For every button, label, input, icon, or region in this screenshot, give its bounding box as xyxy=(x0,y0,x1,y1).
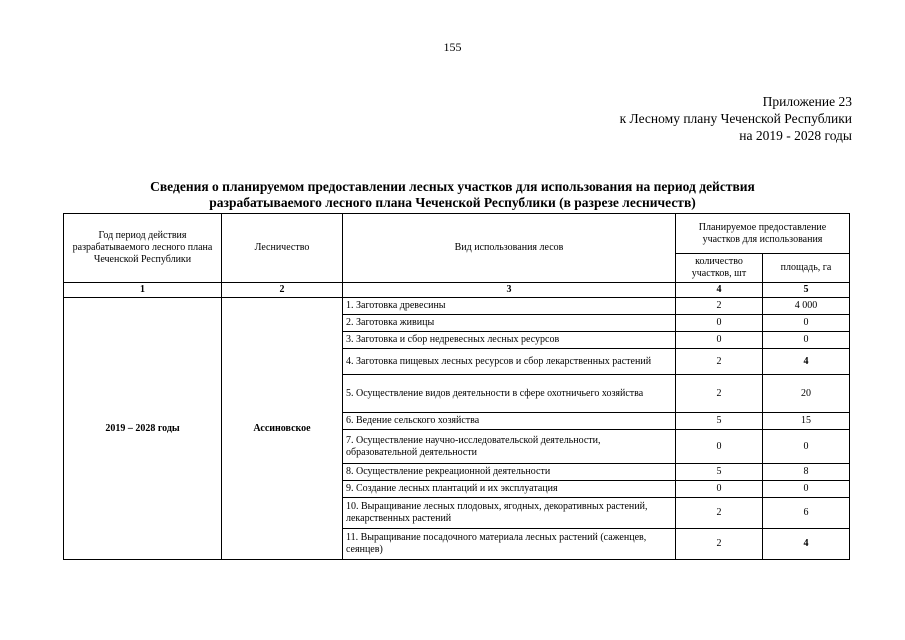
usage-cell: 5. Осуществление видов деятельности в сфере охотничьего хозяйства xyxy=(343,375,676,413)
area-cell: 4 000 xyxy=(763,298,850,315)
col-number-5: 5 xyxy=(763,283,850,298)
col-number-2: 2 xyxy=(222,283,343,298)
usage-cell: 1. Заготовка древесины xyxy=(343,298,676,315)
header-period: Год период действия разрабатываемого лесного плана Чеченской Республики xyxy=(64,214,222,283)
page-number: 155 xyxy=(443,40,462,54)
count-cell: 2 xyxy=(676,298,763,315)
appendix-note xyxy=(620,93,852,144)
area-cell: 20 xyxy=(763,375,850,413)
area-cell: 4 xyxy=(763,349,850,375)
usage-cell: 3. Заготовка и сбор недревесных лесных ресурсов xyxy=(343,332,676,349)
area-cell: 8 xyxy=(763,464,850,481)
area-cell: 0 xyxy=(763,430,850,464)
appendix-line-3: на 2019 - 2028 годы xyxy=(739,128,852,143)
header-usage: Вид использования лесов xyxy=(343,214,676,283)
count-cell: 2 xyxy=(676,498,763,529)
title-line-1: Сведения о планируемом предоставлении лесных участков для использования на период действия xyxy=(150,179,755,194)
usage-cell: 9. Создание лесных плантаций и их эксплуатация xyxy=(343,481,676,498)
usage-cell: 4. Заготовка пищевых лесных ресурсов и сбор лекарственных растений xyxy=(343,349,676,375)
count-cell: 0 xyxy=(676,315,763,332)
area-cell: 0 xyxy=(763,481,850,498)
table-row xyxy=(64,298,850,315)
period-cell: 2019 – 2028 годы xyxy=(64,298,222,560)
header-planned: Планируемое предоставление участков для использования xyxy=(676,214,850,254)
usage-cell: 2. Заготовка живицы xyxy=(343,315,676,332)
area-cell: 0 xyxy=(763,315,850,332)
col-number-1: 1 xyxy=(64,283,222,298)
count-cell: 5 xyxy=(676,413,763,430)
count-cell: 2 xyxy=(676,529,763,560)
appendix-line-2: к Лесному плану Чеченской Республики xyxy=(619,111,852,126)
usage-cell: 8. Осуществление рекреационной деятельности xyxy=(343,464,676,481)
appendix-line-1: Приложение 23 xyxy=(762,94,852,109)
col-number-3: 3 xyxy=(343,283,676,298)
usage-cell: 7. Осуществление научно-исследовательской деятельности, образовательной деятельности xyxy=(343,430,676,464)
count-cell: 5 xyxy=(676,464,763,481)
area-cell: 0 xyxy=(763,332,850,349)
header-forestry: Лесничество xyxy=(222,214,343,283)
header-area: площадь, га xyxy=(763,254,850,283)
area-cell: 15 xyxy=(763,413,850,430)
col-number-4: 4 xyxy=(676,283,763,298)
usage-cell: 6. Ведение сельского хозяйства xyxy=(343,413,676,430)
count-cell: 0 xyxy=(676,430,763,464)
forest-plots-table xyxy=(63,213,850,560)
usage-cell: 11. Выращивание посадочного материала лесных растений (саженцев, сеянцев) xyxy=(343,529,676,560)
area-cell: 4 xyxy=(763,529,850,560)
title-line-2: разрабатываемого лесного плана Чеченской Республики (в разрезе лесничеств) xyxy=(209,195,696,210)
count-cell: 2 xyxy=(676,375,763,413)
count-cell: 0 xyxy=(676,481,763,498)
header-count: количество участков, шт xyxy=(676,254,763,283)
usage-cell: 10. Выращивание лесных плодовых, ягодных, декоративных растений, лекарственных растений xyxy=(343,498,676,529)
area-cell: 6 xyxy=(763,498,850,529)
forestry-cell: Ассиновское xyxy=(222,298,343,560)
count-cell: 0 xyxy=(676,332,763,349)
count-cell: 2 xyxy=(676,349,763,375)
document-title xyxy=(60,179,845,211)
